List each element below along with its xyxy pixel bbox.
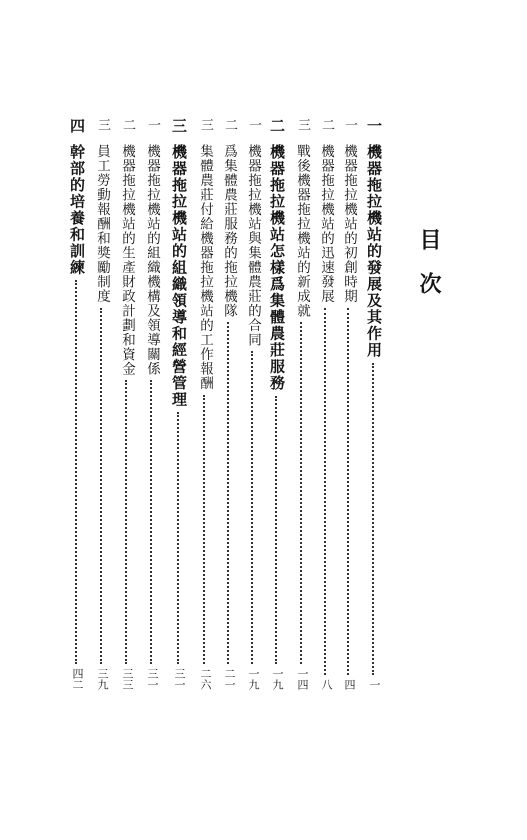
entry-page: 二六 (199, 668, 212, 690)
toc-entry-12 (93, 118, 111, 690)
entry-title: 戰後機器拖拉機站的新成就 (294, 144, 310, 318)
entry-title: 機器拖拉機站的組織領導和經營管理 (170, 144, 188, 408)
entry-page: 四 (343, 679, 356, 690)
dot-leader (203, 395, 207, 665)
entry-number: 二 (268, 118, 286, 133)
entry-number: 三 (295, 118, 310, 131)
entry-number: 二 (222, 118, 237, 131)
entry-number: 二 (120, 118, 135, 131)
entry-title: 爲集體農莊服務的拖拉機隊 (221, 144, 237, 318)
entry-page: 三一 (146, 668, 159, 690)
toc-entry-2 (340, 118, 358, 690)
entry-page: 二一 (223, 668, 236, 690)
entry-title: 集體農莊付給機器拖拉機站的工作報酬 (197, 144, 213, 391)
toc-entry-6 (244, 118, 262, 690)
entry-number: 一 (246, 118, 261, 131)
dot-leader (372, 363, 376, 676)
entry-number: 四 (68, 118, 86, 133)
dot-leader (150, 380, 154, 664)
dot-leader (251, 351, 255, 664)
entry-page: 八 (320, 679, 333, 690)
entry-page: 一 (368, 679, 381, 690)
entry-title: 機器拖拉機站的組織機構及領導關係 (144, 144, 160, 376)
dot-leader (347, 308, 351, 676)
entry-page: 三一 (173, 668, 186, 690)
entry-number: 三 (170, 118, 188, 133)
entry-title: 員工勞動報酬和獎勵制度 (94, 144, 110, 304)
entry-title: 機器拖拉機站的迅速發展 (318, 144, 334, 304)
entry-page: 一九 (271, 668, 284, 690)
entry-page: 一九 (247, 668, 260, 690)
toc-entry-11 (118, 118, 136, 690)
toc-entry-7 (220, 118, 238, 690)
entry-number: 二 (319, 118, 334, 131)
dot-leader (125, 380, 129, 664)
dot-leader (227, 322, 231, 664)
toc-entry-9 (170, 118, 188, 690)
entry-title: 機器拖拉機站的初創時期 (341, 144, 357, 304)
dot-leader (324, 308, 328, 676)
toc-entry-1 (365, 118, 383, 690)
dot-leader (275, 396, 279, 665)
toc-entry-10 (143, 118, 161, 690)
entry-title: 機器拖拉機站的生產財政計劃和資金 (119, 144, 135, 376)
entry-page: 三九 (96, 668, 109, 690)
entry-page: 四二 (71, 668, 84, 690)
dot-leader (100, 308, 104, 665)
toc-entry-5 (268, 118, 286, 690)
toc-entry-13 (68, 118, 86, 690)
entry-title: 幹部的培養和訓練 (68, 144, 86, 276)
entry-number: 三 (95, 118, 110, 131)
entry-title: 機器拖拉機站怎樣爲集體農莊服務 (268, 144, 286, 392)
entry-title: 機器拖拉機站的發展及其作用 (365, 144, 383, 359)
entry-number: 三 (198, 118, 213, 131)
dot-leader (177, 412, 181, 664)
entry-number: 一 (145, 118, 160, 131)
entry-page: 一四 (296, 668, 309, 690)
entry-page: 三三 (121, 668, 134, 690)
dot-leader (75, 280, 79, 664)
entry-title: 機器拖拉機站與集體農莊的合同 (245, 144, 261, 347)
entry-number: 一 (342, 118, 357, 131)
page-title: 目次 (416, 228, 441, 316)
dot-leader (300, 322, 304, 664)
toc-entry-8 (196, 118, 214, 690)
toc-entry-3 (317, 118, 335, 690)
toc-entry-4 (293, 118, 311, 690)
entry-number: 一 (365, 118, 383, 133)
